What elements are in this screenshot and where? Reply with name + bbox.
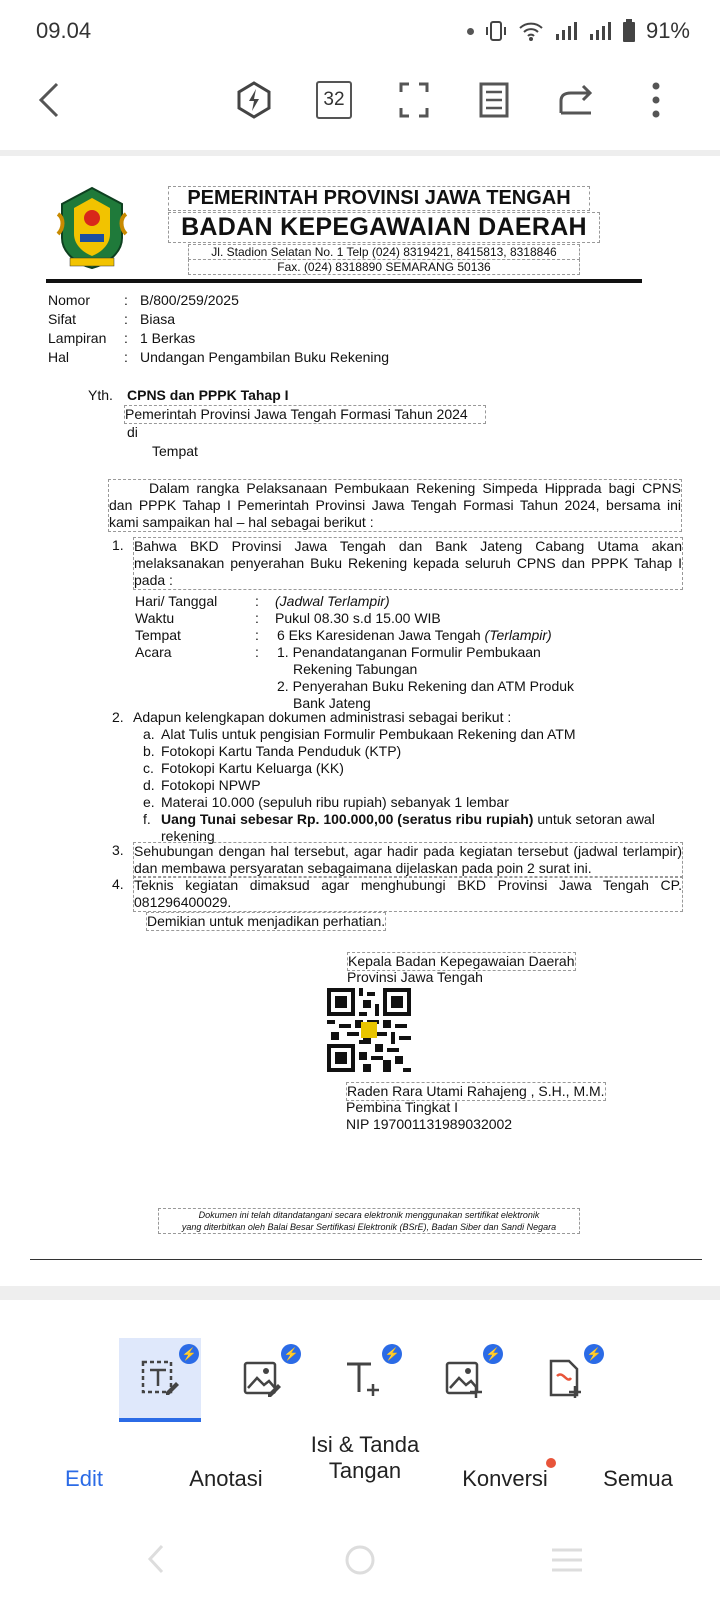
jawa-tengah-emblem — [50, 184, 134, 272]
letter-meta — [48, 292, 390, 368]
tab-semua[interactable]: Semua — [603, 1466, 673, 1491]
point-3-number: 3. — [112, 842, 124, 858]
requirement-item-cash-line2: rekening — [161, 828, 215, 844]
letterhead-address-1: Jl. Stadion Selatan No. 1 Telp (024) 8319421, 8415813, 8318846 — [188, 244, 580, 260]
app-toolbar — [0, 60, 720, 152]
edit-text-icon — [140, 1358, 180, 1398]
tool-add-text[interactable] — [322, 1338, 404, 1418]
requirement-item: e. Materai 10.000 (sepuluh ribu rupiah) sebanyak 1 lembar — [143, 794, 509, 810]
meta-sifat: Sifat : Biasa — [48, 311, 176, 327]
point-2-number: 2. — [112, 709, 124, 725]
text-add-icon — [343, 1358, 383, 1398]
premium-badge-icon: ⚡ — [483, 1344, 503, 1364]
recipient-line2: Pemerintah Provinsi Jawa Tengah Formasi Tahun 2024 — [124, 405, 486, 424]
recipient-di: di — [127, 424, 138, 440]
share-icon — [557, 83, 595, 117]
letterhead-agency: BADAN KEPEGAWAIAN DAERAH — [168, 212, 600, 243]
nav-recents-icon[interactable] — [550, 1546, 584, 1574]
point-3-text: Sehubungan dengan hal tersebut, agar hadir pada kegiatan tersebut (jadwal terlampir) dan membawa persyaratan sebagaimana dijelaskan pada poin 2 surat ini. — [134, 843, 682, 876]
notification-dot-icon — [467, 28, 474, 35]
tool-add-page[interactable] — [524, 1338, 606, 1418]
share-button[interactable] — [556, 80, 596, 120]
e-signature-note: Dokumen ini telah ditandatangani secara elektronik menggunakan sertifikat elektronik yang diterbitkan oleh Balai Besar Sertifikasi Elektronik (BSrE), Badan Siber dan Sandi Negara — [158, 1208, 580, 1234]
status-icons — [467, 18, 690, 44]
tool-add-image[interactable] — [423, 1338, 505, 1418]
premium-badge-icon: ⚡ — [584, 1344, 604, 1364]
reading-mode-button[interactable] — [474, 80, 514, 120]
recipient-yth: Yth. — [88, 387, 113, 403]
premium-badge-icon: ⚡ — [382, 1344, 402, 1364]
back-button[interactable] — [30, 80, 70, 120]
closing-text: Demikian untuk menjadikan perhatian. — [147, 913, 386, 929]
document-page[interactable]: PEMERINTAH PROVINSI JAWA TENGAH BADAN KEPEGAWAIAN DAERAH Jl. Stadion Selatan No. 1 Telp (024) 8319421, 8415813, 8318846 Fax. (024) 8318890 SEMARANG 50136 Nomor : B/800/259/2025 Sifat : Biasa Lampiran : 1 Berkas Hal : Undangan Pengambilan Buku Rekening Yth. CPNS dan PPPK Tahap I Pemerintah Provinsi Jawa Tengah Formasi Tahun 2024 di Tempat Dalam rangka Pelaksanaan Pembukaan Rekening Simpeda Hipprada bagi CPNS dan PPPK Tahap I Pemerintah Provinsi Jawa Tengah Formasi Tahun 2024, bersama ini kami sampaikan hal – hal sebagai berikut : 1. Bahwa BKD Provinsi Jawa Tengah dan Bank Jateng Cabang Utama akan melaksanakan penyerahan Buku Rekening kepada seluruh CPNS dan PPPK Tahap I pada : Hari/ Tanggal : (Jadwal Terlampir) Waktu : Pukul 08.30 s.d 15.00 WIB Tempat : 6 Eks Karesidenan Jawa Tengah (Terlampir) Acara : 1. Penandatanganan Formulir Pembukaan Rekening Tabungan 2. Penyerahan Buku Rekening dan ATM Produk Bank Jateng 2. Adapun kelengkapan dokumen administrasi sebagai berikut : a. Alat Tulis untuk pengisian Formulir Pembukaan Rekening dan ATM b. Fotokopi Kartu Tanda Penduduk (KTP) c. Fotokopi Kartu Keluarga (KK) d. Fotokopi NPWP e. Materai 10.000 (sepuluh ribu rupiah) sebanyak 1 lembar f. Uang Tunai sebesar Rp. 100.000,00 (seratus ribu rupiah) untuk setoran awal rekening 3. Sehubungan dengan hal tersebut, agar hadir pada kegiatan tersebut (jadwal terlampir) dan membawa persyaratan sebagaimana dijelaskan pada poin 2 surat ini. 4. Teknis kegiatan dimaksud agar menghubungi BKD Provinsi Jawa Tengah CP. 081296400029. Demikian untuk menjadikan perhatian. Kepala Badan Kepegawaian Daerah Provinsi Jawa Tengah Raden Rara Utami Rahajeng , S.H., M.M. Pembina Tingkat I NIP 197001131989032002 Dokumen ini telah ditandatangani secara elektronik menggunakan sertifikat elektronik yang diterbitkan oleh Balai Besar Sertifikasi Elektronik (BSrE), Badan Siber dan Sandi Negara — [0, 156, 720, 1286]
premium-badge-icon: ⚡ — [179, 1344, 199, 1364]
signal-icon — [554, 20, 578, 42]
status-time: 09.04 — [36, 18, 92, 43]
tab-anotasi[interactable]: Anotasi — [189, 1466, 263, 1491]
meta-hal: Hal : Undangan Pengambilan Buku Rekening — [48, 349, 390, 365]
letterhead-address-2: Fax. (024) 8318890 SEMARANG 50136 — [188, 259, 580, 275]
signal-icon-2 — [588, 20, 612, 42]
requirement-item: d. Fotokopi NPWP — [143, 777, 261, 793]
lightning-hexagon-icon — [236, 81, 272, 119]
image-add-icon — [444, 1358, 484, 1398]
point-4-text: Teknis kegiatan dimaksud agar menghubungi BKD Provinsi Jawa Tengah CP. 081296400029. — [134, 877, 682, 910]
point-2-text: Adapun kelengkapan dokumen administrasi sebagai berikut : — [133, 709, 512, 725]
nav-home-icon[interactable] — [344, 1544, 376, 1576]
recipient-tempat: Tempat — [152, 443, 198, 459]
point-1-text: Bahwa BKD Provinsi Jawa Tengah dan Bank Jateng Cabang Utama akan melaksanakan penyerahan Buku Rekening kepada seluruh CPNS dan PPPK Tahap I pada : — [134, 538, 682, 588]
intro-paragraph: Dalam rangka Pelaksanaan Pembukaan Rekening Simpeda Hipprada bagi CPNS dan PPPK Tahap I Pemerintah Provinsi Jawa Tengah Formasi Tahun 2024, bersama ini kami sampaikan hal – hal sebagai berikut : — [109, 480, 681, 530]
pdf-add-icon — [545, 1358, 585, 1398]
document-view-icon — [479, 82, 509, 118]
system-nav-bar — [0, 1530, 720, 1600]
ai-button[interactable] — [234, 80, 274, 120]
signature-rank: Pembina Tingkat I — [346, 1099, 459, 1115]
page-bottom-line — [30, 1259, 702, 1260]
tab-isi-tanda-tangan[interactable]: Isi & Tanda Tangan — [310, 1432, 420, 1483]
requirement-item: a. Alat Tulis untuk pengisian Formulir Pembukaan Rekening dan ATM — [143, 726, 576, 742]
signature-title-2: Provinsi Jawa Tengah — [347, 969, 483, 985]
image-edit-icon — [242, 1358, 282, 1398]
battery-icon — [622, 19, 636, 43]
signature-nip: NIP 197001131989032002 — [346, 1116, 513, 1132]
meta-nomor: Nomor : B/800/259/2025 — [48, 292, 239, 308]
requirement-item-cash: f. Uang Tunai sebesar Rp. 100.000,00 (seratus ribu rupiah) untuk setoran awal — [143, 811, 655, 827]
tab-konversi[interactable]: Konversi — [462, 1466, 548, 1491]
nav-back-icon[interactable] — [146, 1544, 166, 1574]
fullscreen-icon — [399, 82, 429, 118]
fullscreen-button[interactable] — [394, 80, 434, 120]
tool-edit-text[interactable] — [119, 1338, 201, 1422]
meta-lampiran: Lampiran : 1 Berkas — [48, 330, 196, 346]
back-arrow-icon — [37, 82, 63, 118]
signature-title-1: Kepala Badan Kepegawaian Daerah — [348, 953, 575, 969]
requirements-list — [143, 726, 683, 845]
vibrate-icon — [484, 20, 508, 42]
requirement-item: b. Fotokopi Kartu Tanda Penduduk (KTP) — [143, 743, 402, 759]
battery-percent: 91% — [645, 18, 690, 43]
status-bar — [0, 0, 720, 60]
konversi-notification-dot — [546, 1458, 556, 1468]
tool-annotate-image[interactable] — [221, 1338, 303, 1418]
signature-name: Raden Rara Utami Rahajeng , S.H., M.M. — [347, 1083, 605, 1099]
page-count-box: 32 — [316, 81, 352, 119]
qr-code — [327, 988, 411, 1072]
premium-badge-icon: ⚡ — [281, 1344, 301, 1364]
requirement-item: c. Fotokopi Kartu Keluarga (KK) — [143, 760, 344, 776]
page-count-button[interactable] — [314, 80, 354, 120]
recipient-name: CPNS dan PPPK Tahap I — [127, 387, 289, 403]
more-options-button[interactable] — [636, 80, 676, 120]
point-1-number: 1. — [112, 537, 124, 553]
page-gap — [0, 1286, 720, 1300]
letterhead-divider — [46, 279, 642, 283]
point-4-number: 4. — [112, 876, 124, 892]
tab-edit[interactable]: Edit — [65, 1466, 103, 1491]
letterhead-government: PEMERINTAH PROVINSI JAWA TENGAH — [168, 186, 590, 211]
wifi-icon — [518, 20, 544, 42]
more-vertical-icon — [651, 82, 661, 118]
